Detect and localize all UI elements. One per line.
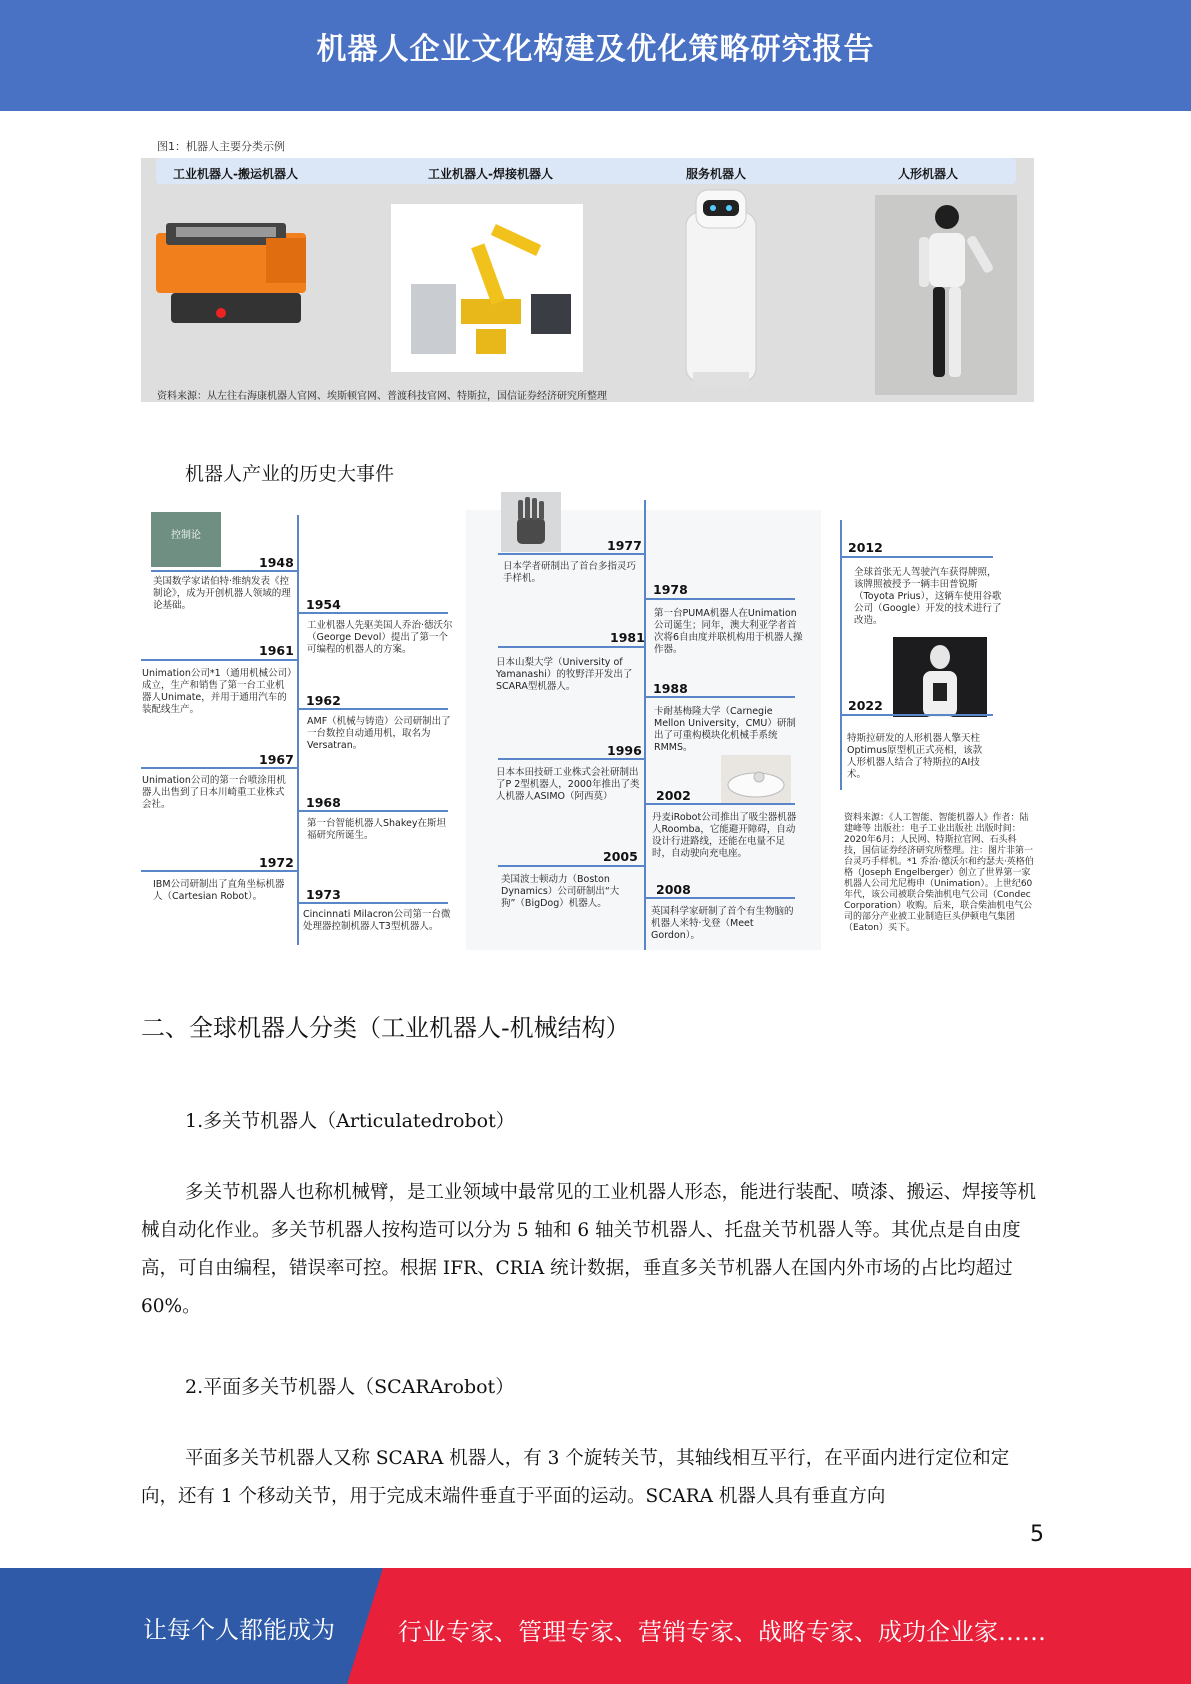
divider-1996 xyxy=(498,758,644,760)
year-1978: 1978 xyxy=(653,582,688,597)
paragraph-scara: 平面多关节机器人又称 SCARA 机器人，有 3 个旋转关节，其轴线相互平行，在平面内进行定位和定向，还有 1 个移动关节，用于完成末端件垂直于平面的运动。SCARA 机器人具有垂直方向 xyxy=(141,1448,1010,1507)
timeline-left-axis xyxy=(297,515,299,945)
year-1996: 1996 xyxy=(607,743,642,758)
footer-slogan-right: 行业专家、管理专家、营销专家、战略专家、成功企业家…… xyxy=(398,1618,1046,1646)
year-2002: 2002 xyxy=(656,788,691,803)
handling-robot-image xyxy=(146,213,326,343)
year-1988: 1988 xyxy=(653,681,688,696)
event-2008: 英国科学家研制了首个有生物脑的机器人米特·戈登（Meet Gordon）。 xyxy=(651,906,794,941)
book-title: 控制论 xyxy=(171,530,201,541)
paragraph-articulated: 多关节机器人也称机械臂，是工业领域中最常见的工业机器人形态，能进行装配、喷漆、搬运、焊接等机械自动化作业。多关节机器人按构造可以分为 5 轴和 6 轴关节机器人、托盘关节机器人等。其优点是自由度高，可自由编程，错误率可控。根据 IFR、CRIA 统计数据，垂直多关节机器人在国内外市场的占比均超过 60%。 xyxy=(141,1182,1037,1317)
figure1-label-welding: 工业机器人-焊接机器人 xyxy=(428,167,553,181)
event-1948: 美国数学家诺伯特·维纳发表《控制论》，成为开创机器人领域的理论基础。 xyxy=(153,576,291,611)
year-1968: 1968 xyxy=(306,795,341,810)
welding-robot-image xyxy=(391,204,583,372)
event-1981: 日本山梨大学（University of Yamanashi）的牧野洋开发出了SCARA型机器人。 xyxy=(496,657,633,692)
event-1996: 日本本田技研工业株式会社研制出了P 2型机器人，2000年推出了类人机器人ASIMO（阿西莫） xyxy=(496,767,640,802)
event-1961: Unimation公司*1（通用机械公司）成立，生产和销售了第一台工业机器人Unimate，并用于通用汽车的装配线生产。 xyxy=(142,668,292,715)
divider-1973 xyxy=(298,902,448,904)
year-1972: 1972 xyxy=(259,855,294,870)
figure1-caption: 图1：机器人主要分类示例 xyxy=(157,140,285,153)
event-2002: 丹麦iRobot公司推出了吸尘器机器人Roomba，它能避开障碍，自动设计行进路线，还能在电量不足时，自动驶向充电座。 xyxy=(652,812,797,859)
year-1954: 1954 xyxy=(306,597,341,612)
timeline-right-axis xyxy=(840,520,842,790)
divider-1981 xyxy=(498,646,644,648)
year-1948: 1948 xyxy=(259,555,294,570)
year-1967: 1967 xyxy=(259,752,294,767)
event-1988: 卡耐基梅隆大学（Carnegie Mellon University，CMU）研制出了可重构模块化机械手系统RMMS。 xyxy=(654,706,796,753)
divider-1977 xyxy=(498,553,644,555)
year-1981: 1981 xyxy=(610,630,645,645)
event-1972: IBM公司研制出了直角坐标机器人（Cartesian Robot）。 xyxy=(153,879,285,902)
divider-1948 xyxy=(151,570,297,572)
divider-2022 xyxy=(841,714,993,716)
figure1-panel xyxy=(141,158,1034,402)
divider-1954 xyxy=(298,612,448,614)
figure1-label-humanoid: 人形机器人 xyxy=(898,167,959,181)
divider-1968 xyxy=(298,810,448,812)
history-title: 机器人产业的历史大事件 xyxy=(185,463,395,485)
divider-2012 xyxy=(841,556,993,558)
year-1973: 1973 xyxy=(306,887,341,902)
timeline-source-note: 资料来源：《人工智能、智能机器人》作者：陆建峰等 出版社：电子工业出版社 出版时间：2020年6月；人民网、特斯拉官网、石头科技，国信证券经济研究所整理。注：图片非第一台灵巧手样机。*1 乔治·德沃尔和约瑟夫·英格伯格（Joseph Engelberger）创立了世界第一家机器人公司尤尼梅申（Unimation）。上世纪60年代，该公司被联合柴油机电气公司（Condec Corporation）收购。后来，联合柴油机电气公司的部分产业被工业制造巨头伊顿电气集团（Eaton）买下。 xyxy=(844,813,1034,933)
event-1968: 第一台智能机器人Shakey在斯坦福研究所诞生。 xyxy=(307,818,447,841)
year-2005: 2005 xyxy=(603,849,638,864)
footer-slogan-left: 让每个人都能成为 xyxy=(143,1616,335,1644)
figure1-label-handling: 工业机器人-搬运机器人 xyxy=(173,167,298,181)
year-1962: 1962 xyxy=(306,693,341,708)
year-2008: 2008 xyxy=(656,882,691,897)
subheading-scara: 2.平面多关节机器人（SCARArobot） xyxy=(185,1376,515,1398)
divider-1988 xyxy=(645,696,795,698)
event-1978: 第一台PUMA机器人在Unimation公司诞生；同年，澳大利亚学者首次将6自由度并联机构用于机器人操作器。 xyxy=(654,608,803,655)
event-1977: 日本学者研制出了首台多指灵巧手样机。 xyxy=(503,561,637,584)
cybernetics-book-image xyxy=(151,512,221,567)
divider-1962 xyxy=(298,708,448,710)
page-number: 5 xyxy=(1030,1522,1044,1547)
divider-1961 xyxy=(141,659,297,661)
event-1973: Cincinnati Milacron公司第一台微处理器控制机器人T3型机器人。 xyxy=(303,909,451,932)
figure1-label-service: 服务机器人 xyxy=(686,167,747,181)
section2-heading: 二、全球机器人分类（工业机器人-机械结构） xyxy=(141,1014,630,1042)
event-1954: 工业机器人先驱美国人乔治·德沃尔（George Devol）提出了第一个可编程的机器人的方案。 xyxy=(307,620,453,655)
divider-1972 xyxy=(141,870,297,872)
report-title: 机器人企业文化构建及优化策略研究报告 xyxy=(316,32,875,67)
timeline-middle-axis xyxy=(644,500,646,950)
service-robot-image xyxy=(671,182,771,394)
humanoid-robot-image xyxy=(875,195,1017,395)
divider-2005 xyxy=(498,865,644,867)
event-2005: 美国波士顿动力（Boston Dynamics）公司研制出“大狗”（BigDog）机器人。 xyxy=(501,874,620,909)
dexterous-hand-image xyxy=(501,492,561,552)
divider-2008 xyxy=(645,897,795,899)
event-2012: 全球首张无人驾驶汽车获得牌照，该牌照被授予一辆丰田普锐斯（Toyota Prius），这辆车使用谷歌公司（Google）开发的技术进行了改造。 xyxy=(854,567,1002,626)
divider-2002 xyxy=(645,803,795,805)
optimus-image xyxy=(893,637,987,717)
year-2012: 2012 xyxy=(848,540,883,555)
event-2022: 特斯拉研发的人形机器人擎天柱Optimus原型机正式亮相，该款人形机器人结合了特斯拉的AI技术。 xyxy=(847,733,983,780)
year-2022: 2022 xyxy=(848,698,883,713)
figure1-source: 资料来源：从左往右海康机器人官网、埃斯顿官网、普渡科技官网、特斯拉，国信证券经济研究所整理 xyxy=(157,391,607,402)
divider-1967 xyxy=(141,767,297,769)
roomba-image xyxy=(721,755,791,803)
year-1977: 1977 xyxy=(607,538,642,553)
divider-1978 xyxy=(645,598,795,600)
subheading-articulated: 1.多关节机器人（Articulatedrobot） xyxy=(185,1110,515,1132)
event-1967: Unimation公司的第一台喷涂用机器人出售到了日本川崎重工业株式会社。 xyxy=(142,775,286,810)
year-1961: 1961 xyxy=(259,643,294,658)
event-1962: AMF（机械与铸造）公司研制出了一台数控自动通用机，取名为Versatran。 xyxy=(307,716,451,751)
